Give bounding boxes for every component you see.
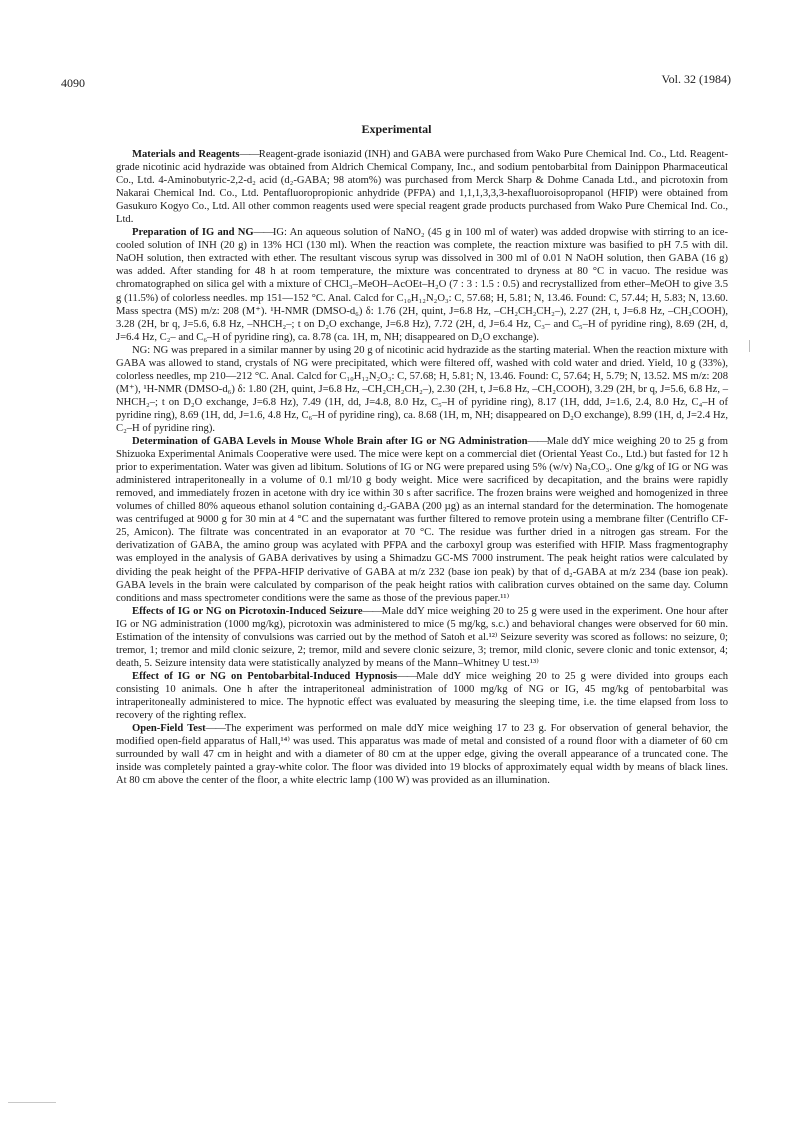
body-text — [116, 148, 728, 787]
page-number: 4090 — [61, 76, 85, 90]
heading-dash: —— — [397, 670, 417, 682]
paragraph-text: IG: An aqueous solution of NaNO₂ (45 g in 100 ml of water) was added dropwise with stirring to an ice-cooled solution of INH (20 g) in 13% HCl (130 ml). When the reaction was complete, the reaction mixture was basified to pH 7.5 with dil. NaOH solution, then extracted with ether. The resultant viscous syrup was dissolved in 300 ml of 0.01 N NaOH solution, then GABA (16 g) was added. After standing for 48 h at room temperature, the mixture was concentrated to dryness at 80 °C in vacuo. The residue was chromatographed on silica gel with a mixture of CHCl₃–MeOH–AcOEt–H₂O (7 : 3 : 1.5 : 0.5) and recrystallized from ether–MeOH to give 3.5 g (11.5%) of colorless needles. mp 151—152 °C. Anal. Calcd for C₁₀H₁₂N₂O₃: C, 57.68; H, 5.81; N, 13.46. Found: C, 57.44; H, 5.83; N, 13.60. Mass spectra (MS) m/z: 208 (M⁺). ¹H-NMR (DMSO-d₆) δ: 1.76 (2H, quint, J=6.8 Hz, –CH₂CH₂CH₂–), 2.27 (2H, t, J=6.8 Hz, –CH₂COOH), 3.28 (2H, br q, J=5.6, 6.8 Hz, –NHCH₂–; t on D₂O exchange, J=6.8 Hz), 7.72 (2H, d, J=6.4 Hz, C₃– and C₅–H of pyridine ring), 8.69 (2H, d, J=6.4 Hz, C₂– and C₆–H of pyridine ring), ca. 8.78 (ca. 1H, m, NH; disappeared on D₂O exchange). — [116, 227, 728, 343]
paragraph-heading: Effect of IG or NG on Pentobarbital-Induced Hypnosis — [132, 670, 398, 682]
paragraph-heading: Open-Field Test — [132, 723, 206, 735]
heading-dash: —— — [253, 227, 273, 239]
paragraph-open-field — [116, 722, 728, 787]
paragraph-ng — [116, 344, 728, 435]
paragraph-materials — [116, 148, 728, 226]
heading-dash: —— — [527, 436, 547, 448]
paragraph-picrotoxin — [116, 605, 728, 670]
volume-label: Vol. 32 (1984) — [661, 72, 731, 86]
heading-dash: —— — [362, 605, 382, 617]
scan-artifact-line — [8, 1102, 56, 1103]
paragraph-heading: Determination of GABA Levels in Mouse Whole Brain after IG or NG Administration — [132, 436, 528, 448]
paragraph-text: Male ddY mice weighing 20 to 25 g from Shizuoka Experimental Animals Cooperative were used. The mice were kept on a commercial diet (Oriental Yeast Co., Ltd.) but fasted for 12 h prior to experimentation. Water was given ad libitum. Solutions of IG or NG were prepared using 5% (w/v) Na₂CO₃. One g/kg of IG or NG was administered intraperitoneally in a volume of 0.1 ml/10 g body weight. Mice were sacrificed by decapitation, and the brains were rapidly removed, and immediately frozen in acetone with dry ice within 30 s after sacrifice. The frozen brains were weighed and homogenized in three volumes of chilled 80% aqueous ethanol solution containing d₂-GABA (200 µg) as an internal standard for the determination. The homogenate was centrifuged at 9000 g for 30 min at 4 °C and the supernatant was further filtered to remove protein using a membrane filter (Centriflo CF-25, Amicon). The filtrate was concentrated in an evaporator at 70 °C. The residue was further dried in a nitrogen gas stream. For the derivatization of GABA, the amino group was acylated with PFPA and the carboxyl group was esterified with HFIP. Mass fragmentography was employed in the analysis of GABA derivatives by using a Shimadzu GC-MS 7000 instrument. The peak height ratios were calculated by dividing the peak height of the PFPA-HFIP derivative of GABA at m/z 232 (base ion peak) by that of d₂-GABA at m/z 234 (base ion peak). GABA levels in the brain were calculated by comparison of the peak height ratios with calibration curves obtained on the same day. Column conditions and mass spectrometer conditions were the same as those of the previous paper.¹¹⁾ — [116, 436, 729, 604]
paragraph-determination — [116, 435, 728, 605]
paragraph-text: Male ddY mice weighing 20 to 25 g were divided into groups each consisting 10 animals. One h after the intraperitoneal administration of 1000 mg/kg of NG or IG, 45 mg/kg of pentobarbital was intraperitoneally administered to mice. The hypnotic effect was evaluated by measuring the sleeping time, i.e. the time elapsed from loss to recovery of the righting reflex. — [116, 670, 729, 722]
section-title: Experimental — [361, 122, 432, 136]
heading-dash: —— — [239, 149, 259, 160]
heading-dash: —— — [205, 723, 225, 735]
paragraph-text: Reagent-grade isoniazid (INH) and GABA were purchased from Wako Pure Chemical Ind. Co., Ltd. Reagent-grade nicotinic acid hydrazide was obtained from Aldrich Chemical Company, Inc., and sodium pentobarbital from Dainippon Pharmaceutical Co., Ltd. 4-Aminobutyric-2,2-d₂ acid (d₂-GABA; 98 atom%) was purchased from Merck Sharp & Dohme Canada Ltd., and picrotoxin from Nakarai Chemical Ind. Co., Ltd. Pentafluoropropionic anhydride (PFPA) and 1,1,1,3,3,3-hexafluoroisopropanol (HFIP) were obtained from Gasukuro Kogyo Co., Ltd. All other common reagents used were special reagent grade products purchased from Wako Pure Chemical Ind. Co., Ltd. — [116, 149, 728, 226]
paragraph-heading: Materials and Reagents — [132, 149, 240, 160]
margin-mark — [749, 340, 750, 352]
paragraph-heading: Effects of IG or NG on Picrotoxin-Induced Seizure — [132, 605, 363, 617]
paragraph-preparation — [116, 226, 728, 343]
paragraph-text: The experiment was performed on male ddY mice weighing 17 to 23 g. For observation of general behavior, the modified open-field apparatus of Hall,¹⁴⁾ was used. This apparatus was made of metal and consisted of a round floor with a diameter of 60 cm surrounded by wall 47 cm in height and with a diameter of 80 cm at the upper edge, giving the overall appearance of a truncated cone. The inside was completely painted a gray-white color. The floor was divided into 19 blocks of approximately equal width by means of black lines. At 80 cm above the center of the floor, a white electric lamp (100 W) was provided as an illumination. — [116, 723, 729, 787]
paragraph-heading: Preparation of IG and NG — [132, 227, 254, 239]
paragraph-text: Male ddY mice weighing 20 to 25 g were used in the experiment. One hour after IG or NG administration (1000 mg/kg), picrotoxin was administered to mice (5 mg/kg, s.c.) and behavioral changes were observed for 60 min. Estimation of the intensity of convulsions was carried out by the method of Satoh et al.¹²⁾ Seizure severity was scored as follows: no seizure, 0; tremor, 1; tremor and mild clonic seizure, 2; tremor, mild and severe clonic seizure, 3; tremor, mild clonic, severe clonic and tonic extensor, 4; death, 5. Seizure intensity data were statistically analyzed by means of the Mann–Whitney U test.¹³⁾ — [116, 605, 728, 669]
paragraph-text: NG: NG was prepared in a similar manner by using 20 g of nicotinic acid hydrazide as the starting material. When the reaction mixture with GABA was allowed to stand, crystals of NG were precipitated, which were filtered off, washed with cold water and dried. Yield, 10 g (33%), colorless needles, mp 210—212 °C. Anal. Calcd for C₁₀H₁₂N₂O₃: C, 57.68; H, 5.81; N, 13.46. Found: C, 57.64; H, 5.79; N, 13.52. MS m/z: 208 (M⁺), ¹H-NMR (DMSO-d₆) δ: 1.80 (2H, quint, J=6.8 Hz, –CH₂CH₂CH₂–), 2.30 (2H, t, J=6.8 Hz, –CH₂COOH), 3.29 (2H, br q, J=5.6, 6.8 Hz, –NHCH₂–; t on D₂O exchange, J=6.8 Hz), 7.49 (1H, dd, J=4.8, 8.0 Hz, C₅–H of pyridine ring), 8.17 (1H, ddd, J=1.6, 2.4, 8.0 Hz, C₄–H of pyridine ring), 8.69 (1H, dd, J=1.6, 4.8 Hz, C₆–H of pyridine ring), ca. 8.68 (1H, m, NH; disappeared on D₂O exchange), 8.99 (1H, d, J=2.4 Hz, C₂–H of pyridine ring). — [116, 344, 728, 434]
paragraph-pentobarbital — [116, 670, 728, 722]
